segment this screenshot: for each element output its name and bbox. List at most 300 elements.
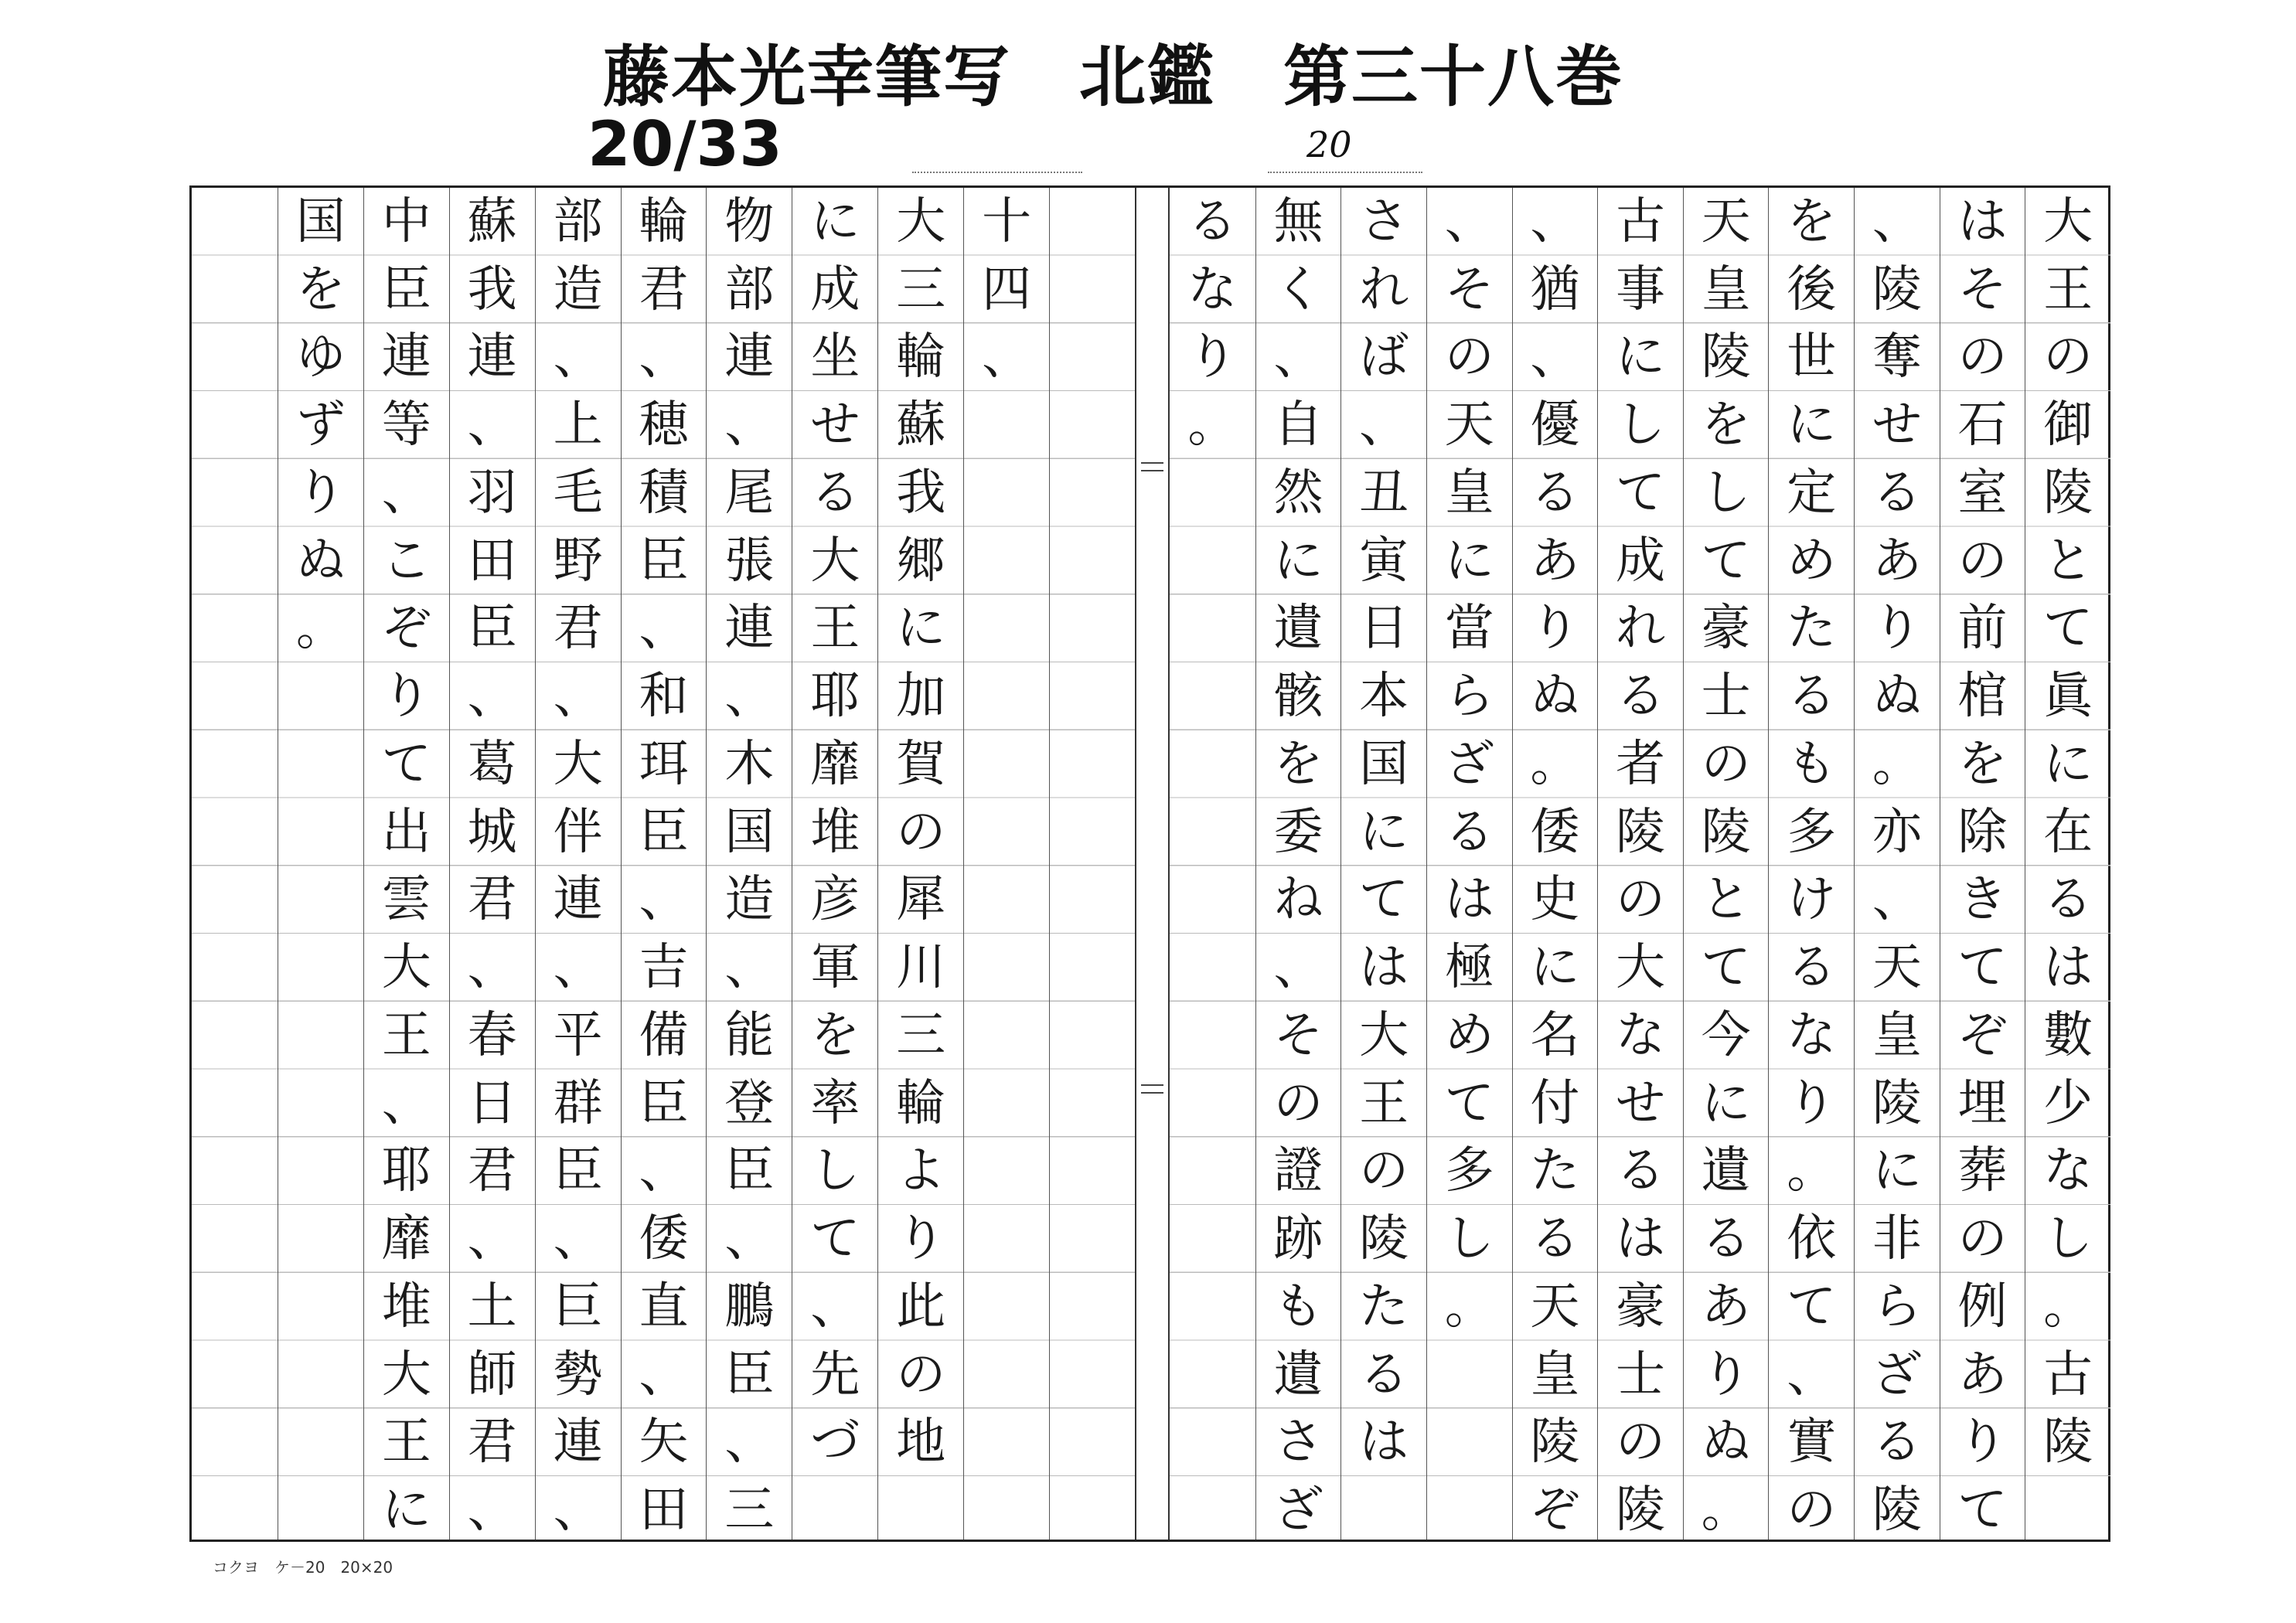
manuscript-char: 蘇 xyxy=(467,192,517,250)
manuscript-char: け xyxy=(1787,871,1837,929)
manuscript-char: 、 xyxy=(639,871,689,929)
manuscript-char: 田 xyxy=(639,1482,689,1540)
manuscript-char: そ xyxy=(1957,260,2008,318)
manuscript-char: 極 xyxy=(1444,939,1494,997)
manuscript-char: り xyxy=(1530,600,1580,658)
manuscript-char: 造 xyxy=(724,871,775,929)
manuscript-char: は xyxy=(1359,1414,1409,1472)
manuscript-char: 、 xyxy=(1359,396,1409,454)
manuscript-char: の xyxy=(1615,1414,1665,1472)
manuscript-char: 犀 xyxy=(896,871,946,929)
manuscript-char: 連 xyxy=(724,328,775,386)
manuscript-char: は xyxy=(1359,939,1409,997)
manuscript-char: 無 xyxy=(1273,192,1323,250)
manuscript-char: ぞ xyxy=(1957,1006,2008,1064)
manuscript-char: 矢 xyxy=(639,1414,689,1472)
manuscript-char: あ xyxy=(1957,1346,2008,1404)
manuscript-char: 、 xyxy=(982,328,1032,386)
manuscript-char: 天 xyxy=(1530,1278,1580,1335)
manuscript-char: を xyxy=(1957,735,2008,793)
manuscript-char: 大 xyxy=(553,735,603,793)
manuscript-char: 御 xyxy=(2043,396,2093,454)
manuscript-char: 三 xyxy=(724,1482,775,1540)
manuscript-char: 群 xyxy=(553,1074,603,1132)
manuscript-char: 。 xyxy=(1701,1482,1751,1540)
manuscript-char: 木 xyxy=(724,735,775,793)
manuscript-column xyxy=(706,188,792,1540)
manuscript-char: 坐 xyxy=(810,328,860,386)
manuscript-char: 君 xyxy=(553,600,603,658)
manuscript-char: 陵 xyxy=(2043,464,2093,522)
manuscript-char: は xyxy=(1444,871,1494,929)
manuscript-column xyxy=(1768,188,1854,1540)
manuscript-char: 部 xyxy=(553,192,603,250)
manuscript-char: 直 xyxy=(639,1278,689,1335)
manuscript-char: 。 xyxy=(1530,735,1580,793)
manuscript-char: 自 xyxy=(1273,396,1323,454)
manuscript-column xyxy=(1049,188,1135,1540)
manuscript-char: 蘇 xyxy=(896,396,946,454)
manuscript-char: 。 xyxy=(1444,1278,1494,1335)
manuscript-char: 、 xyxy=(1444,192,1494,250)
manuscript-char: 、 xyxy=(381,464,431,522)
manuscript-char: よ xyxy=(896,1142,946,1200)
manuscript-char: 、 xyxy=(1273,939,1323,997)
manuscript-char: 珥 xyxy=(639,735,689,793)
manuscript-column xyxy=(1854,188,1940,1540)
manuscript-char: 彦 xyxy=(810,871,860,929)
manuscript-char: 羽 xyxy=(467,464,517,522)
manuscript-char: 、 xyxy=(553,668,603,726)
manuscript-char: る xyxy=(810,464,860,522)
manuscript-char: 皇 xyxy=(1701,260,1751,318)
manuscript-char: 十 xyxy=(982,192,1032,250)
manuscript-sheet xyxy=(189,185,2110,1542)
manuscript-char: 田 xyxy=(467,532,517,590)
manuscript-char: る xyxy=(1444,803,1494,861)
manuscript-char: た xyxy=(1359,1278,1409,1335)
manuscript-char: 此 xyxy=(896,1278,946,1335)
manuscript-column xyxy=(1340,188,1426,1540)
manuscript-char: 優 xyxy=(1530,396,1580,454)
manuscript-char: り xyxy=(1872,600,1922,658)
manuscript-char: の xyxy=(1444,328,1494,386)
manuscript-char: 世 xyxy=(1787,328,1837,386)
manuscript-char: 成 xyxy=(1615,532,1665,590)
manuscript-char: 多 xyxy=(1444,1142,1494,1200)
manuscript-char: も xyxy=(1787,735,1837,793)
manuscript-char: ぬ xyxy=(295,532,346,590)
manuscript-char: 亦 xyxy=(1872,803,1922,861)
manuscript-char: 例 xyxy=(1957,1278,2008,1335)
manuscript-char: れ xyxy=(1359,260,1409,318)
manuscript-char: 除 xyxy=(1957,803,2008,861)
manuscript-char: 。 xyxy=(1187,396,1238,454)
manuscript-char: 前 xyxy=(1957,600,2008,658)
binding-gutter xyxy=(1135,188,1170,1540)
manuscript-char: に xyxy=(1615,328,1665,386)
manuscript-char: に xyxy=(1787,396,1837,454)
manuscript-char: 備 xyxy=(639,1006,689,1064)
manuscript-char: 非 xyxy=(1872,1210,1922,1268)
manuscript-char: 丑 xyxy=(1359,464,1409,522)
manuscript-char: の xyxy=(1957,532,2008,590)
manuscript-char: 臣 xyxy=(381,260,431,318)
manuscript-char: 、 xyxy=(553,1482,603,1540)
manuscript-char: し xyxy=(810,1142,860,1200)
manuscript-char: て xyxy=(1444,1074,1494,1132)
manuscript-char: 、 xyxy=(467,1210,517,1268)
manuscript-char: な xyxy=(1615,1006,1665,1064)
manuscript-char: 堆 xyxy=(810,803,860,861)
manuscript-char: 臣 xyxy=(724,1346,775,1404)
manuscript-char: 、 xyxy=(467,1482,517,1540)
manuscript-char: 、 xyxy=(639,328,689,386)
manuscript-char: 。 xyxy=(1787,1142,1837,1200)
manuscript-char: に xyxy=(896,600,946,658)
manuscript-char: る xyxy=(1187,192,1238,250)
manuscript-char: 委 xyxy=(1273,803,1323,861)
manuscript-char: は xyxy=(2043,939,2093,997)
dotted-rule xyxy=(912,172,1082,173)
manuscript-column xyxy=(621,188,707,1540)
manuscript-column xyxy=(1597,188,1683,1540)
manuscript-left-half xyxy=(192,188,1135,1540)
manuscript-char: 付 xyxy=(1530,1074,1580,1132)
manuscript-char: 、 xyxy=(381,1074,431,1132)
manuscript-char: 鵬 xyxy=(724,1278,775,1335)
manuscript-char: 国 xyxy=(1359,735,1409,793)
manuscript-char: を xyxy=(810,1006,860,1064)
manuscript-char: 天 xyxy=(1444,396,1494,454)
manuscript-char: り xyxy=(1187,328,1238,386)
manuscript-char: 多 xyxy=(1787,803,1837,861)
manuscript-char: る xyxy=(1359,1346,1409,1404)
manuscript-char: 登 xyxy=(724,1074,775,1132)
manuscript-char: ざ xyxy=(1444,735,1494,793)
manuscript-char: 、 xyxy=(810,1278,860,1335)
manuscript-char: 毛 xyxy=(553,464,603,522)
manuscript-char: 臣 xyxy=(724,1142,775,1200)
manuscript-char: 連 xyxy=(381,328,431,386)
manuscript-char: 、 xyxy=(724,939,775,997)
manuscript-char: 大 xyxy=(810,532,860,590)
manuscript-char: 臣 xyxy=(553,1142,603,1200)
manuscript-char: 靡 xyxy=(810,735,860,793)
manuscript-char: 師 xyxy=(467,1346,517,1404)
manuscript-char: て xyxy=(2043,600,2093,658)
manuscript-char: 石 xyxy=(1957,396,2008,454)
manuscript-char: 大 xyxy=(896,192,946,250)
manuscript-char: 、 xyxy=(467,396,517,454)
manuscript-char: 天 xyxy=(1872,939,1922,997)
manuscript-char: た xyxy=(1530,1142,1580,1200)
manuscript-char: 君 xyxy=(467,1414,517,1472)
manuscript-char: あ xyxy=(1872,532,1922,590)
manuscript-char: を xyxy=(1701,396,1751,454)
manuscript-char: 然 xyxy=(1273,464,1323,522)
manuscript-char: 王 xyxy=(1359,1074,1409,1132)
manuscript-char: に xyxy=(1273,532,1323,590)
manuscript-char: 王 xyxy=(381,1414,431,1472)
manuscript-char: 君 xyxy=(467,1142,517,1200)
manuscript-char: と xyxy=(2043,532,2093,590)
manuscript-char: さ xyxy=(1359,192,1409,250)
manuscript-char: 陵 xyxy=(1615,1482,1665,1540)
manuscript-char: 、 xyxy=(639,600,689,658)
manuscript-char: 在 xyxy=(2043,803,2093,861)
manuscript-char: 連 xyxy=(553,1414,603,1472)
manuscript-char: 數 xyxy=(2043,1006,2093,1064)
manuscript-char: 、 xyxy=(553,328,603,386)
manuscript-char: る xyxy=(1787,939,1837,997)
manuscript-char: 定 xyxy=(1787,464,1837,522)
manuscript-char: 遺 xyxy=(1701,1142,1751,1200)
manuscript-char: 輪 xyxy=(896,1074,946,1132)
manuscript-char: 事 xyxy=(1615,260,1665,318)
manuscript-char: る xyxy=(1530,1210,1580,1268)
manuscript-char: 士 xyxy=(1615,1346,1665,1404)
manuscript-char: そ xyxy=(1273,1006,1323,1064)
manuscript-char: に xyxy=(1444,532,1494,590)
manuscript-char: ず xyxy=(295,396,346,454)
manuscript-char: 、 xyxy=(1872,192,1922,250)
manuscript-char: 国 xyxy=(295,192,346,250)
manuscript-char: 、 xyxy=(1530,328,1580,386)
manuscript-column xyxy=(1683,188,1769,1540)
manuscript-char: 輪 xyxy=(639,192,689,250)
manuscript-char: 勢 xyxy=(553,1346,603,1404)
manuscript-char: 倭 xyxy=(1530,803,1580,861)
manuscript-char: 、 xyxy=(639,1142,689,1200)
manuscript-char: 遺 xyxy=(1273,600,1323,658)
manuscript-char: る xyxy=(1872,464,1922,522)
manuscript-char: く xyxy=(1273,260,1323,318)
manuscript-char: ら xyxy=(1444,668,1494,726)
manuscript-char: 。 xyxy=(295,600,346,658)
manuscript-char: 連 xyxy=(724,600,775,658)
manuscript-char: に xyxy=(381,1482,431,1540)
manuscript-char: ざ xyxy=(1273,1482,1323,1540)
manuscript-char: て xyxy=(1957,1482,2008,1540)
manuscript-char: 加 xyxy=(896,668,946,726)
manuscript-char: 春 xyxy=(467,1006,517,1064)
manuscript-char: の xyxy=(896,803,946,861)
manuscript-char: 猶 xyxy=(1530,260,1580,318)
manuscript-char: 王 xyxy=(381,1006,431,1064)
manuscript-char: ゆ xyxy=(295,328,346,386)
manuscript-char: も xyxy=(1273,1278,1323,1335)
manuscript-char: ぞ xyxy=(1530,1482,1580,1540)
manuscript-char: 跡 xyxy=(1273,1210,1323,1268)
manuscript-char: 王 xyxy=(810,600,860,658)
manuscript-char: 出 xyxy=(381,803,431,861)
manuscript-char: 皇 xyxy=(1444,464,1494,522)
manuscript-char: 臣 xyxy=(639,1074,689,1132)
manuscript-char: 軍 xyxy=(810,939,860,997)
manuscript-char: の xyxy=(1787,1482,1837,1540)
manuscript-char: 當 xyxy=(1444,600,1494,658)
manuscript-char: 、 xyxy=(724,1414,775,1472)
manuscript-char: 陵 xyxy=(1701,328,1751,386)
manuscript-char: な xyxy=(1787,1006,1837,1064)
manuscript-char: 室 xyxy=(1957,464,2008,522)
manuscript-char: の xyxy=(1273,1074,1323,1132)
manuscript-char: 大 xyxy=(1359,1006,1409,1064)
manuscript-char: あ xyxy=(1701,1278,1751,1335)
manuscript-char: 葬 xyxy=(1957,1142,2008,1200)
manuscript-char: 先 xyxy=(810,1346,860,1404)
manuscript-char: し xyxy=(1701,464,1751,522)
manuscript-char: 連 xyxy=(467,328,517,386)
manuscript-char: 、 xyxy=(639,1346,689,1404)
manuscript-char: を xyxy=(1273,735,1323,793)
manuscript-char: 、 xyxy=(467,939,517,997)
manuscript-char: せ xyxy=(1872,396,1922,454)
manuscript-char: 中 xyxy=(381,192,431,250)
manuscript-char: 史 xyxy=(1530,871,1580,929)
manuscript-column xyxy=(1940,188,2025,1540)
manuscript-char: 豪 xyxy=(1701,600,1751,658)
manuscript-char: の xyxy=(1359,1142,1409,1200)
manuscript-char: あ xyxy=(1530,532,1580,590)
manuscript-char: 土 xyxy=(467,1278,517,1335)
manuscript-char: の xyxy=(1701,735,1751,793)
manuscript-char: の xyxy=(1615,871,1665,929)
manuscript-char: る xyxy=(1615,1142,1665,1200)
manuscript-char: 實 xyxy=(1787,1414,1837,1472)
manuscript-char: 陵 xyxy=(1359,1210,1409,1268)
manuscript-char: て xyxy=(1701,532,1751,590)
manuscript-char: 大 xyxy=(381,1346,431,1404)
manuscript-char: て xyxy=(1701,939,1751,997)
manuscript-column xyxy=(192,188,278,1540)
manuscript-char: 古 xyxy=(2043,1346,2093,1404)
manuscript-char: る xyxy=(1615,668,1665,726)
manuscript-column xyxy=(535,188,621,1540)
manuscript-char: 張 xyxy=(724,532,775,590)
manuscript-char: 陵 xyxy=(1872,260,1922,318)
page-title: 藤本光幸筆写 北鑑 第三十八巻 xyxy=(603,39,1623,116)
manuscript-char: の xyxy=(1957,328,2008,386)
manuscript-char: 川 xyxy=(896,939,946,997)
manuscript-char: 和 xyxy=(639,668,689,726)
manuscript-char: る xyxy=(1530,464,1580,522)
manuscript-char: 、 xyxy=(467,668,517,726)
manuscript-char: 、 xyxy=(1530,192,1580,250)
manuscript-char: 城 xyxy=(467,803,517,861)
manuscript-char: 地 xyxy=(896,1414,946,1472)
manuscript-char: し xyxy=(1444,1210,1494,1268)
manuscript-char: 国 xyxy=(724,803,775,861)
manuscript-char: 豪 xyxy=(1615,1278,1665,1335)
manuscript-char: 大 xyxy=(2043,192,2093,250)
manuscript-char: 、 xyxy=(724,396,775,454)
manuscript-column xyxy=(278,188,363,1540)
manuscript-char: れ xyxy=(1615,600,1665,658)
manuscript-char: 名 xyxy=(1530,1006,1580,1064)
manuscript-char: 。 xyxy=(2043,1278,2093,1335)
manuscript-char: 、 xyxy=(553,1210,603,1268)
manuscript-char: 成 xyxy=(810,260,860,318)
manuscript-char: 陵 xyxy=(2043,1414,2093,1472)
manuscript-char: ぬ xyxy=(1530,668,1580,726)
manuscript-char: て xyxy=(810,1210,860,1268)
manuscript-char: 、 xyxy=(1273,328,1323,386)
manuscript-char: 能 xyxy=(724,1006,775,1064)
manuscript-char: ぬ xyxy=(1872,668,1922,726)
manuscript-char: 寅 xyxy=(1359,532,1409,590)
manuscript-char: 尾 xyxy=(724,464,775,522)
manuscript-char: し xyxy=(1615,396,1665,454)
manuscript-char: 耶 xyxy=(381,1142,431,1200)
manuscript-char: 陵 xyxy=(1615,803,1665,861)
manuscript-char: ら xyxy=(1872,1278,1922,1335)
manuscript-char: 輪 xyxy=(896,328,946,386)
manuscript-char: し xyxy=(2043,1210,2093,1268)
manuscript-char: き xyxy=(1957,871,2008,929)
manuscript-char: 骸 xyxy=(1273,668,1323,726)
manuscript-char: さ xyxy=(1273,1414,1323,1472)
manuscript-char: そ xyxy=(1444,260,1494,318)
manuscript-char: 物 xyxy=(724,192,775,250)
manuscript-right-half xyxy=(1170,188,2110,1540)
manuscript-char: に xyxy=(1701,1074,1751,1132)
manuscript-char: 證 xyxy=(1273,1142,1323,1200)
manuscript-char: 日 xyxy=(1359,600,1409,658)
manuscript-char: せ xyxy=(1615,1074,1665,1132)
manuscript-char: 士 xyxy=(1701,668,1751,726)
manuscript-char: を xyxy=(295,260,346,318)
manuscript-char: こ xyxy=(381,532,431,590)
manuscript-char: 、 xyxy=(724,668,775,726)
manuscript-char: は xyxy=(1957,192,2008,250)
manuscript-char: 天 xyxy=(1701,192,1751,250)
manuscript-char: 眞 xyxy=(2043,668,2093,726)
manuscript-char: る xyxy=(1787,668,1837,726)
handwritten-page-number: 20 xyxy=(1306,124,1352,165)
manuscript-column xyxy=(449,188,535,1540)
manuscript-char: な xyxy=(1187,260,1238,318)
manuscript-char: 少 xyxy=(2043,1074,2093,1132)
manuscript-column xyxy=(1426,188,1512,1540)
manuscript-char: り xyxy=(1701,1346,1751,1404)
manuscript-char: に xyxy=(2043,735,2093,793)
manuscript-char: り xyxy=(381,668,431,726)
manuscript-char: は xyxy=(1615,1210,1665,1268)
manuscript-char: 三 xyxy=(896,260,946,318)
manuscript-char: り xyxy=(1787,1074,1837,1132)
manuscript-char: め xyxy=(1787,532,1837,590)
manuscript-char: り xyxy=(295,464,346,522)
manuscript-char: 依 xyxy=(1787,1210,1837,1268)
manuscript-char: 。 xyxy=(1872,735,1922,793)
manuscript-char: 皇 xyxy=(1530,1346,1580,1404)
paper-label: コクヨ ケ－20 20×20 xyxy=(213,1558,393,1577)
manuscript-char: り xyxy=(1957,1414,2008,1472)
manuscript-column xyxy=(2025,188,2110,1540)
manuscript-char: 賀 xyxy=(896,735,946,793)
manuscript-char: 陵 xyxy=(1872,1074,1922,1132)
manuscript-char: に xyxy=(1359,803,1409,861)
manuscript-char: 野 xyxy=(553,532,603,590)
manuscript-char: づ xyxy=(810,1414,860,1472)
manuscript-char: 造 xyxy=(553,260,603,318)
manuscript-char: て xyxy=(1615,464,1665,522)
manuscript-char: 臣 xyxy=(639,532,689,590)
manuscript-char: 埋 xyxy=(1957,1074,2008,1132)
manuscript-char: 巨 xyxy=(553,1278,603,1335)
